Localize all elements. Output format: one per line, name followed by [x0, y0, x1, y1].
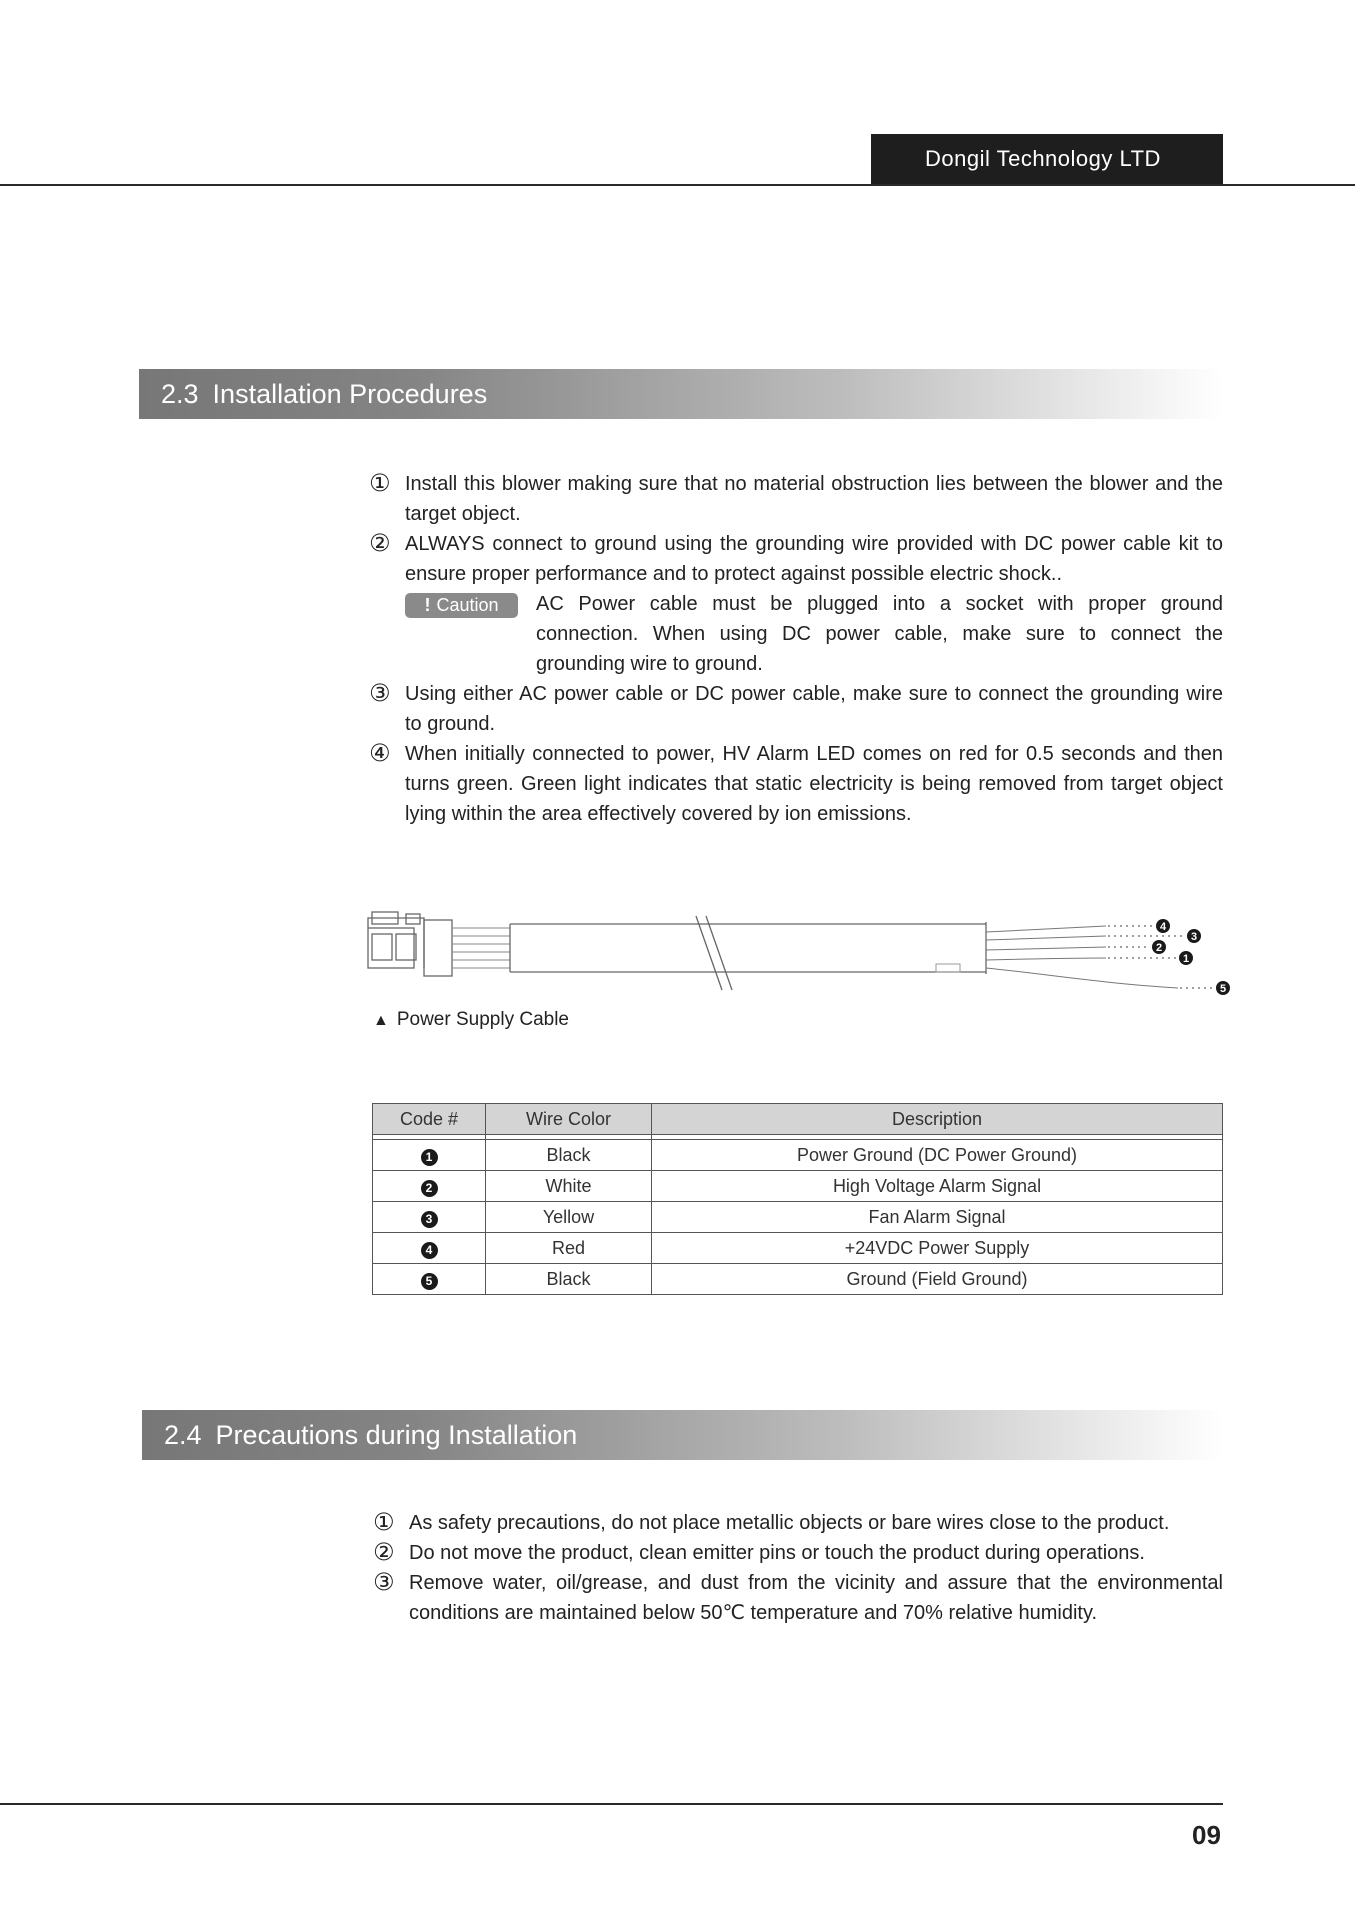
exclamation-icon: !	[424, 595, 431, 615]
item-marker: ①	[373, 1509, 395, 1536]
wire-code-table	[372, 1103, 1223, 1295]
caution-badge	[405, 593, 518, 618]
wire-code-1-label: 1	[1182, 953, 1190, 965]
wire-code-markers	[1152, 919, 1230, 995]
list-item	[369, 469, 1223, 529]
caption-text: Power Supply Cable	[396, 1009, 569, 1030]
section-2-3-heading	[139, 369, 1223, 419]
section-number: 2.3	[161, 378, 199, 409]
code-badge: 3	[421, 1211, 438, 1228]
fanned-wires	[936, 926, 1178, 988]
section-2-4-heading	[142, 1410, 1223, 1460]
wire-code-4-label: 4	[1159, 921, 1167, 933]
wire-description: Power Ground (DC Power Ground)	[652, 1140, 1223, 1171]
code-badge: 5	[421, 1273, 438, 1290]
item-text: Using either AC power cable or DC power cable, make sure to connect the grounding wire to ground.	[405, 683, 1223, 735]
header-description: Description	[652, 1104, 1223, 1135]
table-row	[373, 1264, 1223, 1295]
wire-color: Yellow	[486, 1202, 652, 1233]
wire-color: Red	[486, 1233, 652, 1264]
table-row	[373, 1233, 1223, 1264]
item-text: When initially connected to power, HV Alarm LED comes on red for 0.5 seconds and then turns green. Green light indicates that static electricity is being removed from target object lying within the area effectively covered by ion emissions.	[405, 743, 1223, 825]
company-name: Dongil Technology LTD	[925, 146, 1161, 171]
item-marker: ②	[373, 1539, 395, 1566]
section-number: 2.4	[164, 1419, 202, 1450]
table-header-row	[373, 1104, 1223, 1135]
item-text: ALWAYS connect to ground using the grounding wire provided with DC power cable kit to ensure proper performance and to protect against possible electric shock..	[405, 533, 1223, 585]
table-row	[373, 1171, 1223, 1202]
header-rule	[0, 184, 1355, 186]
item-marker: ①	[369, 470, 391, 497]
table-row	[373, 1140, 1223, 1171]
caution-label: Caution	[436, 595, 499, 615]
item-text: Remove water, oil/grease, and dust from the vicinity and assure that the environmental conditions are maintained below 50℃ temperature and 70% relative humidity.	[409, 1572, 1223, 1624]
diagram-caption	[373, 1009, 569, 1031]
company-header-tab	[871, 134, 1223, 184]
wire-code-3-label: 3	[1190, 931, 1198, 943]
list-item	[369, 679, 1223, 739]
list-item	[369, 529, 1223, 589]
code-badge: 1	[421, 1149, 438, 1166]
wire-description: Fan Alarm Signal	[652, 1202, 1223, 1233]
item-marker: ③	[369, 680, 391, 707]
wire-color: Black	[486, 1264, 652, 1295]
list-item	[369, 739, 1223, 829]
list-item	[373, 1568, 1223, 1628]
caution-text: AC Power cable must be plugged into a socket with proper ground connection. When using DC power cable, make sure to connect the grounding wire to ground.	[536, 593, 1223, 675]
wire-color: White	[486, 1171, 652, 1202]
wire-description: High Voltage Alarm Signal	[652, 1171, 1223, 1202]
connector-wires	[452, 928, 510, 968]
cable-connector	[368, 912, 452, 976]
page-number: 09	[1192, 1820, 1221, 1850]
section-title: Installation Procedures	[212, 378, 488, 409]
item-text: As safety precautions, do not place metallic objects or bare wires close to the product.	[409, 1512, 1170, 1534]
header-wire-color: Wire Color	[486, 1104, 652, 1135]
code-badge: 2	[421, 1180, 438, 1197]
wire-code-5-label: 5	[1219, 983, 1227, 995]
wire-description: Ground (Field Ground)	[652, 1264, 1223, 1295]
wire-color: Black	[486, 1140, 652, 1171]
footer-rule	[0, 1803, 1223, 1805]
wire-code-2-label: 2	[1155, 942, 1163, 954]
cable-sleeve	[510, 916, 986, 990]
list-item	[373, 1538, 1223, 1568]
item-text: Install this blower making sure that no material obstruction lies between the blower and the target object.	[405, 473, 1223, 525]
code-badge: 4	[421, 1242, 438, 1259]
section-title: Precautions during Installation	[215, 1419, 578, 1450]
list-item	[373, 1508, 1223, 1538]
item-marker: ③	[373, 1569, 395, 1596]
precaution-list	[373, 1508, 1223, 1628]
header-code: Code #	[373, 1104, 486, 1135]
item-marker: ②	[369, 530, 391, 557]
wire-description: +24VDC Power Supply	[652, 1233, 1223, 1264]
triangle-icon: ▲	[373, 1012, 389, 1029]
power-supply-cable-diagram	[366, 906, 1236, 998]
item-marker: ④	[369, 740, 391, 767]
installation-steps	[369, 469, 1223, 829]
table-row	[373, 1202, 1223, 1233]
item-text: Do not move the product, clean emitter pins or touch the product during operations.	[409, 1542, 1145, 1564]
caution-note	[405, 589, 1223, 679]
